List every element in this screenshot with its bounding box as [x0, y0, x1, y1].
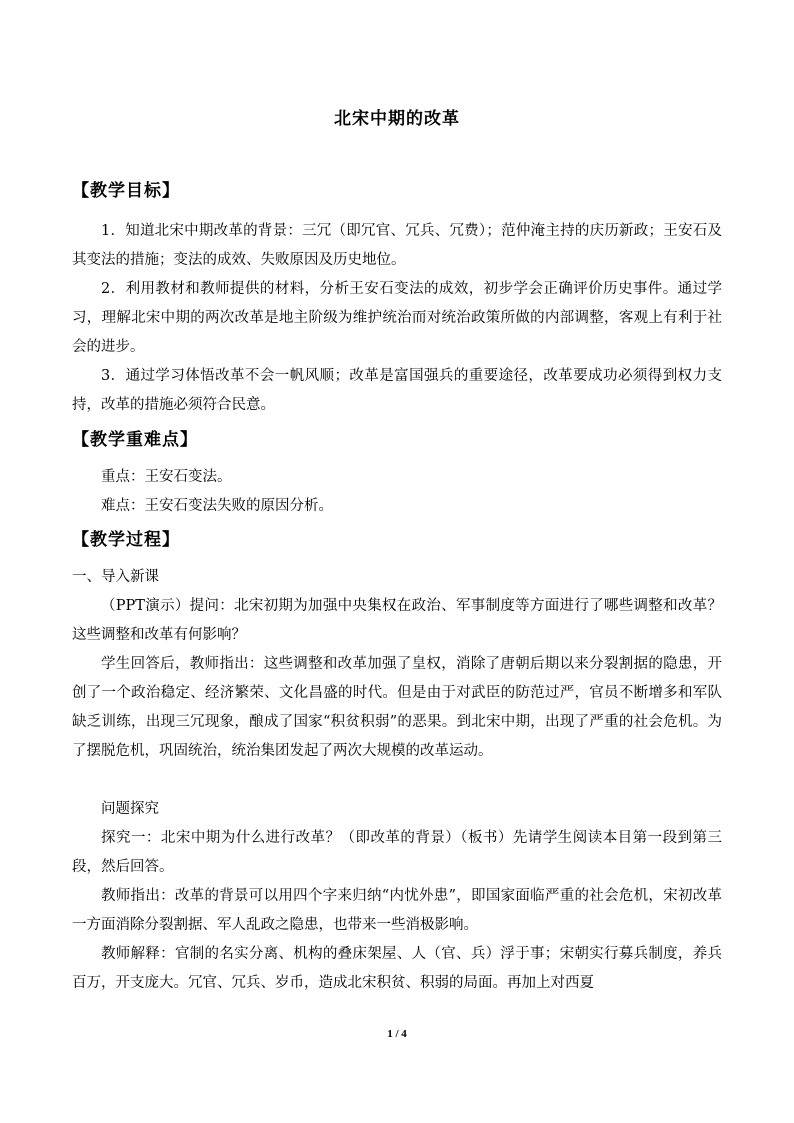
goal-item-2: 2．利用教材和教师提供的材料，分析王安石变法的成效，初步学会正确评价历史事件。通过学习，理解北宋中期的两次改革是地主阶级为维护统治而对统治政策所做的内部调整，客观上有利于社会的进步。: [72, 281, 722, 355]
key-point-difficulty: 难点：王安石变法失败的原因分析。: [101, 498, 333, 514]
section-heading-goals: 【教学目标】: [72, 181, 180, 201]
goal-item-3: 3．通过学习体悟改革不会一帆风顺；改革是富国强兵的重要途径，改革要成功必须得到权力支持，改革的措施必须符合民意。: [72, 368, 722, 413]
process-paragraph: 教师解释：官制的名实分离、机构的叠床架屋、人（官、兵）浮于事；宋朝实行募兵制度，养兵百万，开支庞大。冗官、冗兵、岁币，造成北宋积贫、积弱的局面。再加上对西夏: [72, 946, 722, 991]
key-point-focus: 重点：王安石变法。: [101, 469, 232, 485]
goal-item-1: 1．知道北宋中期改革的背景：三冗（即冗官、冗兵、冗费）；范仲淹主持的庆历新政；王安石及其变法的措施；变法的成效、失败原因及历史地位。: [72, 223, 722, 268]
process-paragraph: 学生回答后，教师指出：这些调整和改革加强了皇权，消除了唐朝后期以来分裂割据的隐患，开创了一个政治稳定、经济繁荣、文化昌盛的时代。但是由于对武臣的防范过严，官员不断增多和军队缺乏训练，出现三冗现象，酿成了国家“积贫积弱”的恶果。到北宋中期，出现了严重的社会危机。为了摆脱危机，巩固统治，统治集团发起了两次大规模的改革运动。: [72, 656, 722, 759]
section-heading-process: 【教学过程】: [72, 530, 180, 550]
process-paragraph: （PPT演示）提问：北宋初期为加强中央集权在政治、军事制度等方面进行了哪些调整和改革？这些调整和改革有何影响？: [72, 598, 722, 643]
page-title: 北宋中期的改革: [334, 109, 460, 129]
process-paragraph: 问题探究: [101, 801, 159, 817]
section-heading-key-points: 【教学重难点】: [72, 430, 198, 450]
process-sub-heading: 一、导入新课: [72, 569, 159, 585]
process-paragraph: 探究一：北宋中期为什么进行改革？（即改革的背景）（板书）先请学生阅读本目第一段到第三段，然后回答。: [72, 830, 722, 875]
process-paragraph: 教师指出：改革的背景可以用四个字来归纳“内忧外患”，即国家面临严重的社会危机，宋初改革一方面消除分裂割据、军人乱政之隐患，也带来一些消极影响。: [72, 888, 722, 933]
page-number: 1 / 4: [387, 1028, 407, 1040]
